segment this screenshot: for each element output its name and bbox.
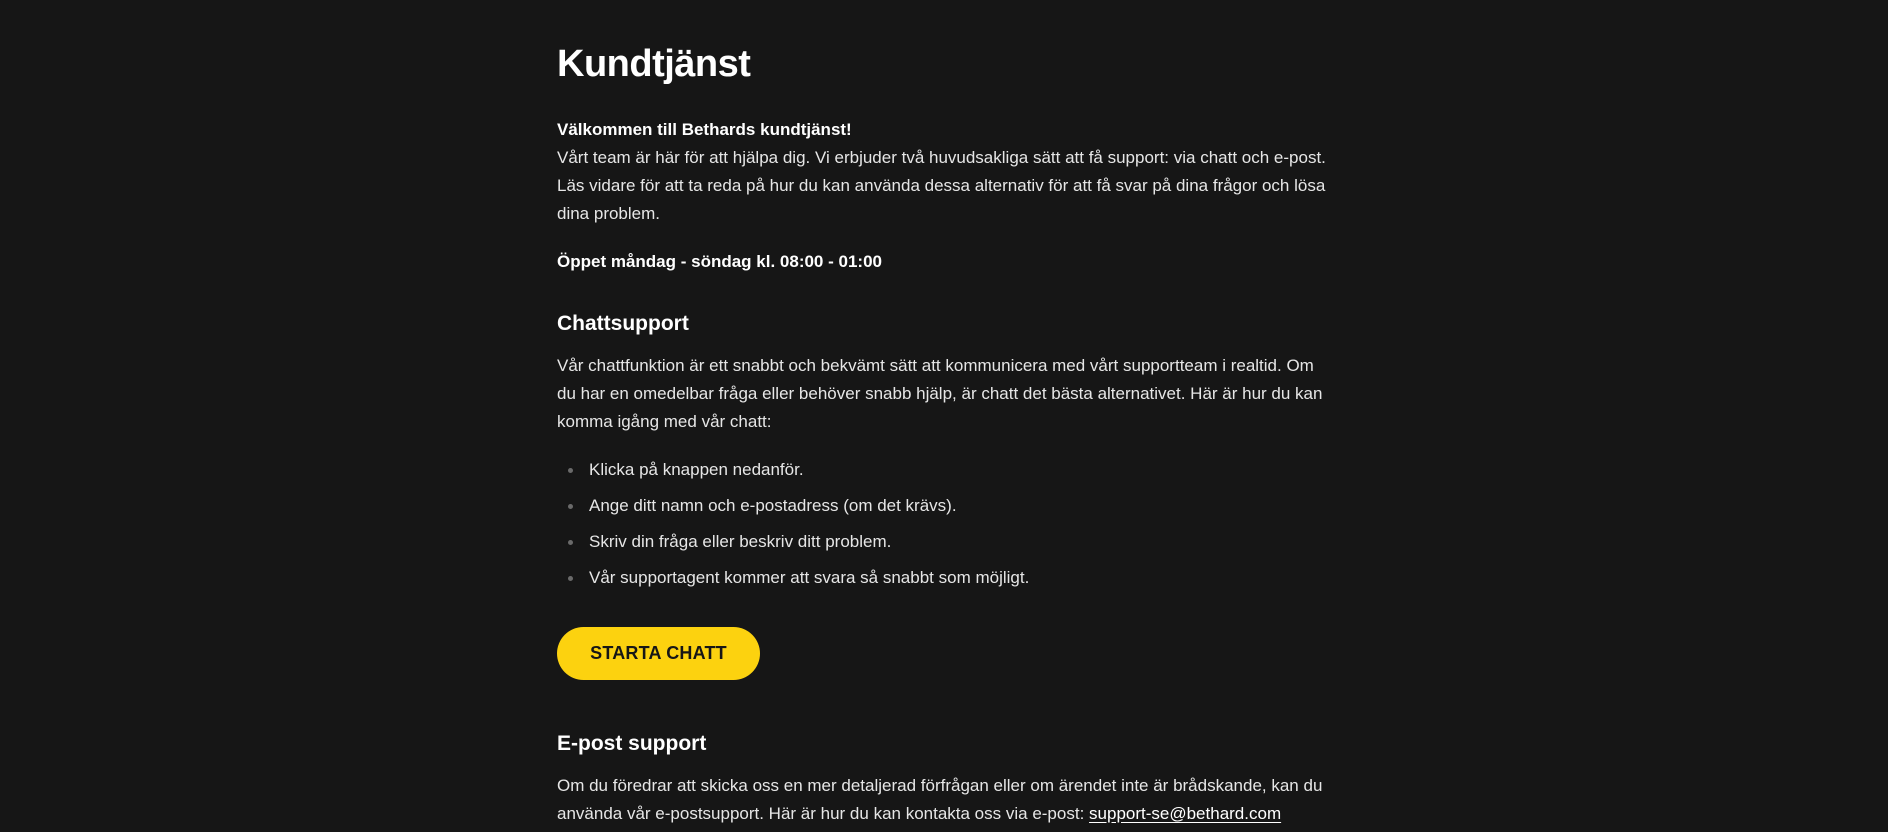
bullet-icon <box>568 540 573 545</box>
chat-section-title: Chattsupport <box>557 312 689 335</box>
page-title: Kundtjänst <box>557 43 751 85</box>
support-email-link[interactable]: support-se@bethard.com <box>1089 804 1282 823</box>
list-item <box>557 564 1029 600</box>
step-text: Skriv din fråga eller beskriv ditt problem. <box>589 532 892 551</box>
step-text: Ange ditt namn och e-postadress (om det krävs). <box>589 496 957 515</box>
opening-hours: Öppet måndag - söndag kl. 08:00 - 01:00 <box>557 252 882 271</box>
step-text: Vår supportagent kommer att svara så snabbt som möjligt. <box>589 568 1030 587</box>
email-section-title: E-post support <box>557 732 707 755</box>
intro-text: Vårt team är här för att hjälpa dig. Vi erbjuder två huvudsakliga sätt att få support: via chatt och e-post. Läs vidare för att ta reda på hur du kan använda dessa alternativ för att få svar på dina frågor och lösa dina problem. <box>557 148 1326 223</box>
bullet-icon <box>568 504 573 509</box>
chat-steps-list <box>557 456 1029 600</box>
list-item <box>557 456 1029 492</box>
bullet-icon <box>568 576 573 581</box>
intro-paragraph <box>557 116 1337 228</box>
intro-heading: Välkommen till Bethards kundtjänst! <box>557 120 852 139</box>
list-item <box>557 528 1029 564</box>
start-chat-button[interactable]: STARTA CHATT <box>557 627 760 680</box>
bullet-icon <box>568 468 573 473</box>
step-text: Klicka på knappen nedanför. <box>589 460 804 479</box>
email-section-text: Om du föredrar att skicka oss en mer detaljerad förfrågan eller om ärendet inte är brådskande, kan du använda vår e-postsupport. Här är hur du kan kontakta oss via e-post: <box>557 776 1323 823</box>
chat-section-description: Vår chattfunktion är ett snabbt och bekvämt sätt att kommunicera med vårt supportteam i realtid. Om du har en omedelbar fråga eller behöver snabb hjälp, är chatt det bästa alternativet. Här är hur du kan komma igång med vår chatt: <box>557 356 1323 431</box>
email-section-description <box>557 772 1337 828</box>
list-item <box>557 492 1029 528</box>
